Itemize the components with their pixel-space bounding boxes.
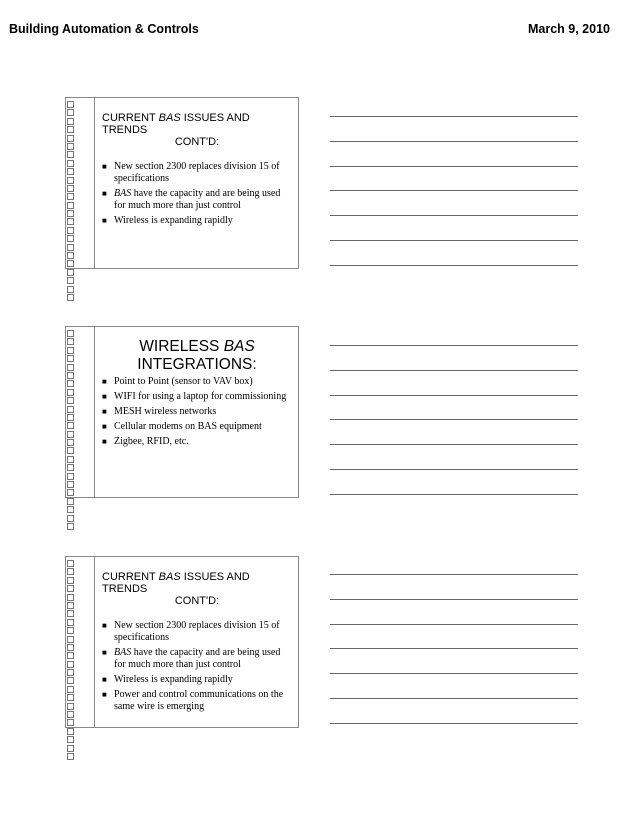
bullet-item: ■ BAS have the capacity and are being used for much more than just control xyxy=(102,188,292,212)
bullet-item: ■ Cellular modems on BAS equipment xyxy=(102,421,292,433)
note-line xyxy=(330,723,578,724)
placeholder-box xyxy=(67,473,74,480)
header-title: Building Automation & Controls xyxy=(9,22,199,36)
slide-title: CURRENT BAS ISSUES AND TRENDS CONT'D: xyxy=(102,571,292,607)
placeholder-box xyxy=(67,347,74,354)
placeholder-box xyxy=(67,218,74,225)
placeholder-box xyxy=(67,506,74,513)
slide-title: CURRENT BAS ISSUES AND TRENDS CONT'D: xyxy=(102,112,292,148)
placeholder-box xyxy=(67,160,74,167)
placeholder-box xyxy=(67,636,74,643)
note-line xyxy=(330,265,578,266)
slide-side-strip xyxy=(66,98,95,268)
placeholder-box xyxy=(67,523,74,530)
placeholder-box xyxy=(67,745,74,752)
placeholder-box xyxy=(67,610,74,617)
placeholder-box xyxy=(67,602,74,609)
placeholder-box xyxy=(67,694,74,701)
header-date: March 9, 2010 xyxy=(528,22,610,36)
placeholder-box xyxy=(67,294,74,301)
placeholder-box xyxy=(67,568,74,575)
placeholder-box xyxy=(67,439,74,446)
placeholder-box xyxy=(67,177,74,184)
placeholder-box xyxy=(67,728,74,735)
note-line xyxy=(330,574,578,575)
bullet-item: ■ Power and control communications on the same wire is emerging xyxy=(102,689,292,713)
notes-lines xyxy=(330,345,578,519)
placeholder-box xyxy=(67,498,74,505)
placeholder-box xyxy=(67,661,74,668)
notes-lines xyxy=(330,116,578,290)
slide-3 xyxy=(65,556,299,728)
slide-2 xyxy=(65,326,299,498)
slide-content xyxy=(102,571,292,716)
placeholder-box xyxy=(67,585,74,592)
slide-title: WIRELESS BAS INTEGRATIONS: xyxy=(137,338,257,373)
placeholder-box xyxy=(67,143,74,150)
slide-side-strip xyxy=(66,557,95,727)
placeholder-box xyxy=(67,489,74,496)
placeholder-box xyxy=(67,185,74,192)
placeholder-box xyxy=(67,244,74,251)
placeholder-box xyxy=(67,447,74,454)
placeholder-box xyxy=(67,135,74,142)
placeholder-box xyxy=(67,338,74,345)
note-line xyxy=(330,698,578,699)
note-line xyxy=(330,648,578,649)
slide-side-strip xyxy=(66,327,95,497)
placeholder-box xyxy=(67,644,74,651)
placeholder-box xyxy=(67,118,74,125)
bullet-item: ■ WIFI for using a laptop for commissioning xyxy=(102,391,292,403)
placeholder-box xyxy=(67,277,74,284)
note-line xyxy=(330,215,578,216)
placeholder-box xyxy=(67,577,74,584)
note-line xyxy=(330,240,578,241)
placeholder-box xyxy=(67,330,74,337)
placeholder-box xyxy=(67,619,74,626)
bullet-item: ■ Zigbee, RFID, etc. xyxy=(102,436,292,448)
placeholder-box xyxy=(67,210,74,217)
placeholder-box xyxy=(67,719,74,726)
slide-1 xyxy=(65,97,299,269)
note-line xyxy=(330,370,578,371)
note-line xyxy=(330,190,578,191)
placeholder-box xyxy=(67,193,74,200)
note-line xyxy=(330,444,578,445)
placeholder-box xyxy=(67,397,74,404)
placeholder-box xyxy=(67,736,74,743)
note-line xyxy=(330,419,578,420)
placeholder-box xyxy=(67,703,74,710)
placeholder-boxes xyxy=(67,101,75,302)
note-line xyxy=(330,345,578,346)
placeholder-box xyxy=(67,406,74,413)
placeholder-box xyxy=(67,422,74,429)
placeholder-box xyxy=(67,202,74,209)
placeholder-box xyxy=(67,431,74,438)
placeholder-box xyxy=(67,260,74,267)
slide-subtitle: CONT'D: xyxy=(174,595,220,607)
slide-subtitle: CONT'D: xyxy=(174,136,220,148)
bullet-item: ■ MESH wireless networks xyxy=(102,406,292,418)
placeholder-box xyxy=(67,364,74,371)
bullet-item: ■ Point to Point (sensor to VAV box) xyxy=(102,376,292,388)
placeholder-box xyxy=(67,515,74,522)
note-line xyxy=(330,395,578,396)
note-line xyxy=(330,469,578,470)
placeholder-box xyxy=(67,627,74,634)
placeholder-box xyxy=(67,380,74,387)
note-line xyxy=(330,166,578,167)
placeholder-box xyxy=(67,594,74,601)
bullet-item: ■ New section 2300 replaces division 15 of specifications xyxy=(102,620,292,644)
placeholder-box xyxy=(67,677,74,684)
placeholder-box xyxy=(67,168,74,175)
notes-lines xyxy=(330,574,578,748)
placeholder-boxes xyxy=(67,560,75,761)
bullet-item: ■ New section 2300 replaces division 15 of specifications xyxy=(102,161,292,185)
placeholder-box xyxy=(67,669,74,676)
placeholder-box xyxy=(67,372,74,379)
placeholder-box xyxy=(67,389,74,396)
slide-content xyxy=(102,339,292,451)
placeholder-box xyxy=(67,355,74,362)
note-line xyxy=(330,494,578,495)
note-line xyxy=(330,141,578,142)
placeholder-box xyxy=(67,686,74,693)
placeholder-box xyxy=(67,269,74,276)
placeholder-box xyxy=(67,464,74,471)
placeholder-box xyxy=(67,109,74,116)
placeholder-box xyxy=(67,414,74,421)
placeholder-box xyxy=(67,126,74,133)
placeholder-box xyxy=(67,753,74,760)
slide-content xyxy=(102,112,292,230)
placeholder-box xyxy=(67,456,74,463)
placeholder-box xyxy=(67,286,74,293)
placeholder-box xyxy=(67,652,74,659)
placeholder-box xyxy=(67,711,74,718)
bullet-item: ■ Wireless is expanding rapidly xyxy=(102,215,292,227)
placeholder-box xyxy=(67,235,74,242)
note-line xyxy=(330,624,578,625)
placeholder-box xyxy=(67,481,74,488)
placeholder-box xyxy=(67,560,74,567)
placeholder-box xyxy=(67,151,74,158)
placeholder-box xyxy=(67,227,74,234)
placeholder-box xyxy=(67,252,74,259)
bullet-item: ■ Wireless is expanding rapidly xyxy=(102,674,292,686)
note-line xyxy=(330,673,578,674)
note-line xyxy=(330,116,578,117)
note-line xyxy=(330,599,578,600)
placeholder-boxes xyxy=(67,330,75,531)
placeholder-box xyxy=(67,101,74,108)
bullet-item: ■ BAS have the capacity and are being used for much more than just control xyxy=(102,647,292,671)
